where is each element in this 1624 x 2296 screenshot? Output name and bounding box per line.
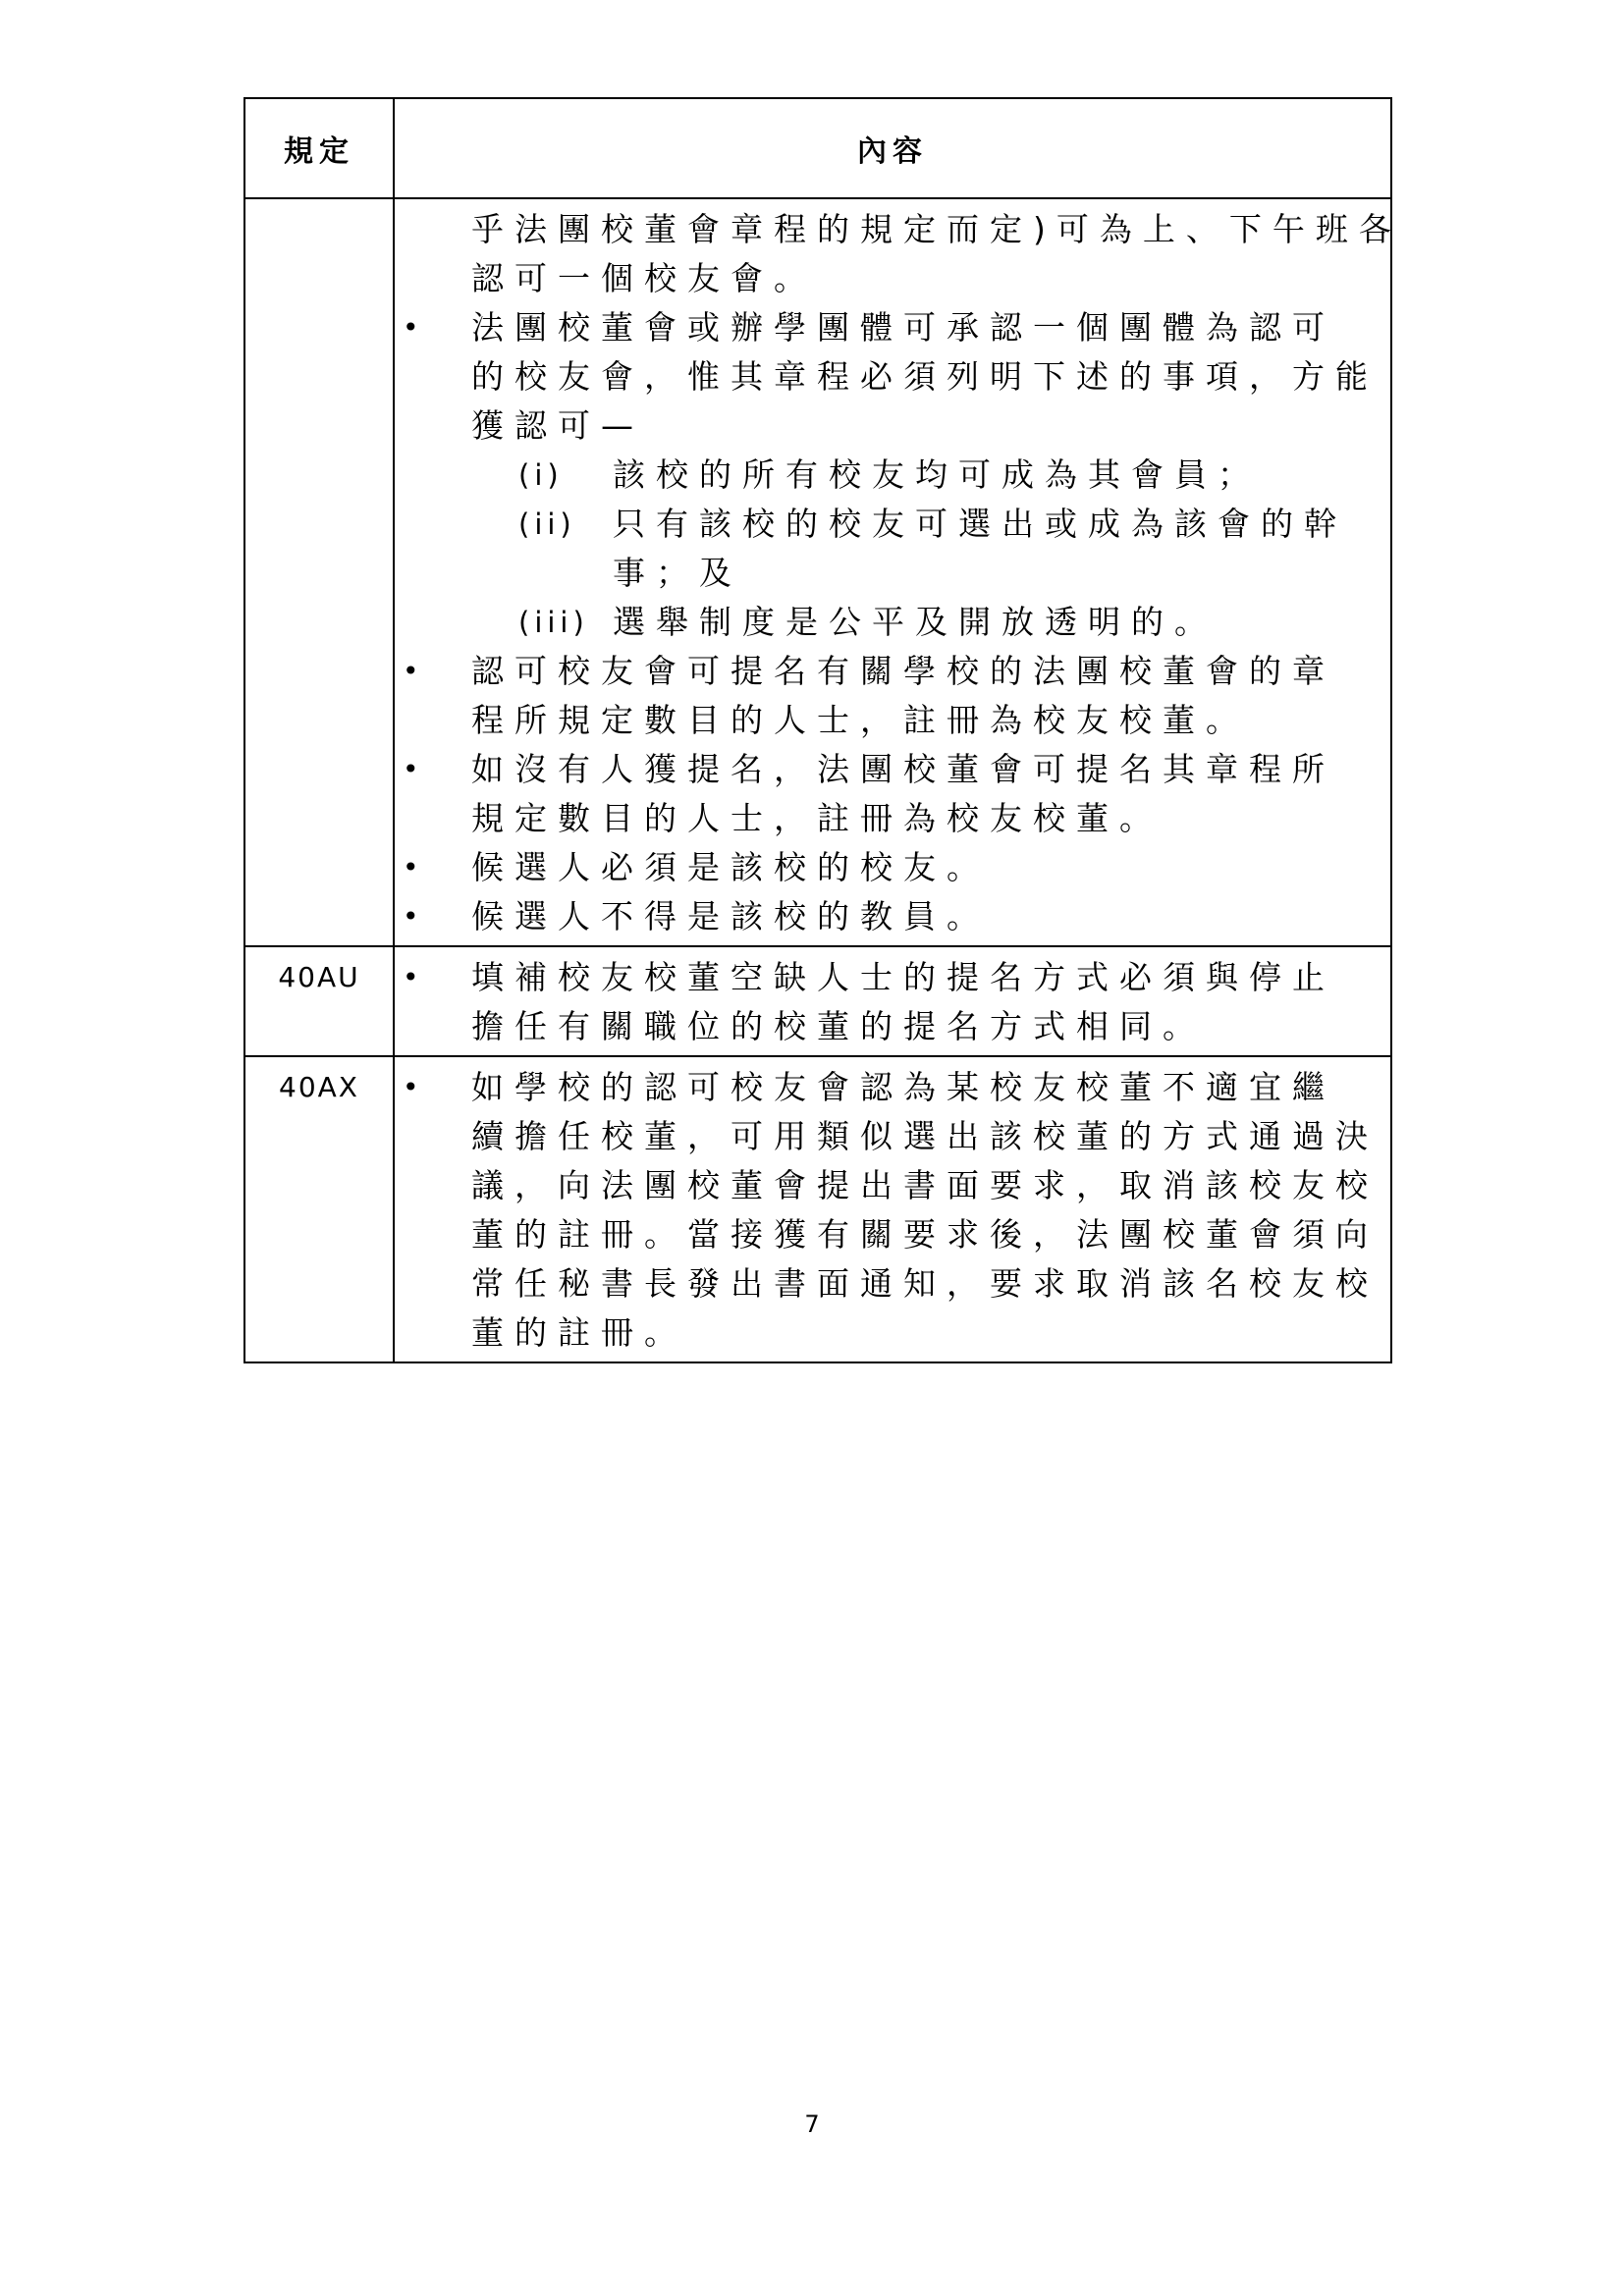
line-text: 法團校董會或辦學團體可承認一個團體為認可 — [471, 308, 1335, 347]
table-row — [244, 946, 1391, 1056]
header-rule: 規定 — [244, 98, 394, 198]
line-text: 規定數目的人士，註冊為校友校董。 — [471, 799, 1163, 837]
regulations-table — [244, 97, 1402, 1363]
line-text: 乎法團校董會章程的規定而定)可為上、下午班各 — [471, 210, 1402, 248]
bullet-icon: • — [403, 655, 419, 687]
content-line — [395, 205, 1402, 254]
line-text: 續擔任校董，可用類似選出該校董的方式通過決 — [471, 1117, 1379, 1155]
content-line — [395, 843, 1379, 892]
line-text: 議，向法團校董會提出書面要求，取消該校友校 — [471, 1166, 1379, 1204]
line-text: 董的註冊。當接獲有關要求後，法團校董會須向 — [471, 1215, 1379, 1254]
rule-cell — [244, 198, 394, 946]
table-body — [244, 198, 1402, 1362]
bullet-icon: • — [403, 961, 419, 993]
sub-item-line — [395, 500, 1379, 549]
content-line — [395, 745, 1379, 794]
sub-item-line — [395, 598, 1379, 647]
sub-item-marker: (i) — [518, 458, 564, 492]
bullet-icon: • — [403, 753, 419, 785]
line-text: 如學校的認可校友會認為某校友校董不適宜繼 — [471, 1068, 1335, 1106]
rule-cell: 40AU — [244, 946, 394, 1056]
line-text: 擔任有關職位的校董的提名方式相同。 — [471, 1007, 1206, 1045]
page-number: 7 — [804, 2110, 820, 2138]
content-line — [395, 892, 1379, 941]
line-text: 該校的所有校友均可成為其會員； — [613, 455, 1261, 494]
content-line — [395, 1112, 1379, 1161]
line-text: 如沒有人獲提名，法團校董會可提名其章程所 — [471, 750, 1335, 788]
line-text: 程所規定數目的人士，註冊為校友校董。 — [471, 701, 1249, 739]
table-row — [244, 1056, 1391, 1362]
content-line — [395, 953, 1379, 1002]
line-text: 的校友會，惟其章程必須列明下述的事項，方能 — [471, 357, 1379, 396]
sub-item-line — [395, 451, 1379, 500]
line-text: 常任秘書長發出書面通知，要求取消該名校友校 — [471, 1264, 1379, 1303]
content-line — [395, 1063, 1379, 1112]
line-text: 認可校友會可提名有關學校的法團校董會的章 — [471, 652, 1335, 690]
content-cell — [394, 946, 1391, 1056]
rule-cell: 40AX — [244, 1056, 394, 1362]
sub-item-line — [395, 549, 1379, 598]
content-line — [395, 1002, 1379, 1051]
line-text: 候選人不得是該校的教員。 — [471, 897, 990, 935]
line-text: 事；及 — [613, 554, 742, 592]
content-line — [395, 647, 1379, 696]
line-text: 填補校友校董空缺人士的提名方式必須與停止 — [471, 958, 1335, 996]
table-row — [244, 198, 1391, 946]
content-line — [395, 254, 1379, 303]
content-cell — [394, 198, 1402, 946]
content-line — [395, 1308, 1379, 1358]
content-line — [395, 1259, 1379, 1308]
line-text: 獲認可— — [471, 406, 644, 445]
table-header-row — [244, 98, 1391, 198]
line-text: 認可一個校友會。 — [471, 259, 817, 297]
content-line — [395, 794, 1379, 843]
content-line — [395, 401, 1379, 451]
content-line — [395, 1161, 1379, 1210]
sub-item-marker: (ii) — [518, 507, 576, 541]
line-text: 董的註冊。 — [471, 1313, 687, 1352]
sub-item-marker: (iii) — [518, 606, 589, 639]
content-line — [395, 696, 1379, 745]
line-text: 只有該校的校友可選出或成為該會的幹 — [613, 505, 1347, 543]
bullet-icon: • — [403, 900, 419, 933]
content-line — [395, 1210, 1379, 1259]
line-text: 候選人必須是該校的校友。 — [471, 848, 990, 886]
bullet-icon: • — [403, 851, 419, 883]
header-content: 內容 — [394, 98, 1391, 198]
content-line — [395, 352, 1379, 401]
bullet-icon: • — [403, 311, 419, 344]
bullet-icon: • — [403, 1071, 419, 1103]
content-cell — [394, 1056, 1391, 1362]
line-text: 選舉制度是公平及開放透明的。 — [613, 603, 1218, 641]
content-line — [395, 303, 1379, 352]
